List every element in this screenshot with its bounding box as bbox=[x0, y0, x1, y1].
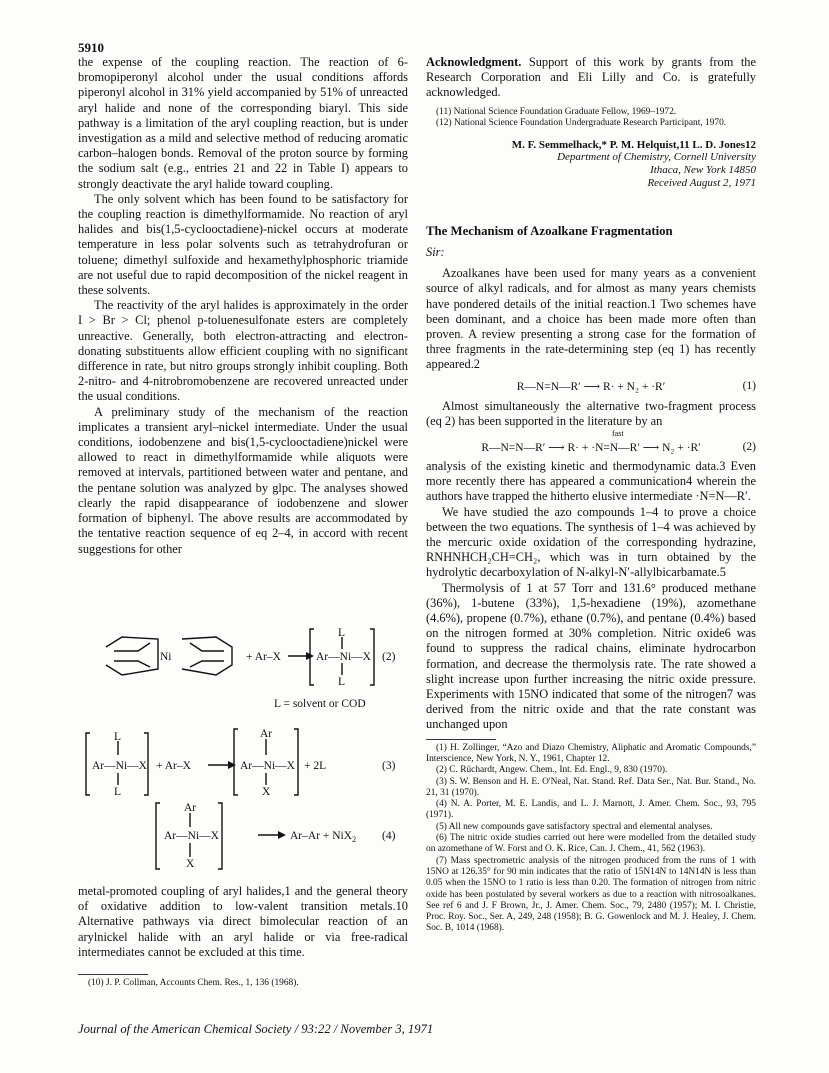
affiliation-2: Ithaca, New York 14850 bbox=[650, 164, 756, 177]
acknowledgment bbox=[426, 55, 756, 101]
scheme-x-bottom-3: X bbox=[262, 786, 271, 798]
scheme-eq4-num: (4) bbox=[382, 830, 396, 842]
affiliation-1: Department of Chemistry, Cornell University bbox=[557, 151, 756, 164]
left-paragraph-4: A preliminary study of the mechanism of the reaction implicates a transient aryl–nickel intermediate. Under the usual conditions, iodobenzene and bis(1,5-cyclooctadiene)nickel were allowed to react in dimethylformamide while aliquots were removed at intervals, partitioned between water and pentane, and the pentane solution was analyzed by glpc. The analyses showed clearly the rapid disappearance of iodobenzene and slower formation of biphenyl. The above results are accommodated by the tentative reaction sequence of eq 2–4, in accord with recent suggestions for other bbox=[78, 404, 408, 556]
scheme-x-bottom-4: X bbox=[186, 858, 195, 870]
right-paragraph-4: We have studied the azo compounds 1–4 to prove a choice between the two equations. The synthesis of 1–4 was achieved by the mercuric oxide oxidation of the corresponding hydrazine, RNHNHCH₂CH=CH₂, which was in turn obtained by the hydrolytic decarboxylation of N-alkyl-N′-allylbicarbamate.5 bbox=[426, 504, 756, 580]
scheme-eq2-num: (2) bbox=[382, 651, 396, 663]
scheme-eq3-num: (3) bbox=[382, 760, 396, 772]
equation-2-text: R—N=N—R′ ⟶ R· + ·N=N—R′ ⟶ N₂ + ·R′ bbox=[481, 442, 701, 455]
scheme-ar-ni-x-2: Ar—Ni—X bbox=[92, 760, 147, 772]
cod-ligand-left bbox=[106, 637, 158, 675]
scheme-plus-2l: + 2L bbox=[304, 760, 327, 772]
right-paragraph-1: Azoalkanes have been used for many years as a convenient source of alkyl radicals, and for almost as many years chemists have pondered details of the initial reaction.1 Two schemes have been dominant, and a choice has been made more often than proven. A review presenting a strong case for the formation of three fragments in the rate-determining step (eq 1) has recently appeared.2 bbox=[426, 266, 756, 372]
left-paragraph-2: The only solvent which has been found to be satisfactory for the coupling reaction is dimethylformamide. No reaction of aryl halides and bis(1,5-cyclooctadiene)-nickel occurs at moderate temperature in less polar solvents such as tetrahydrofuran or toluene; dimethyl sulfoxide and hexamethylphosphoric triamide are not useful due to rapid decomposition of the nickel reagent in these solvents. bbox=[78, 191, 408, 298]
scheme-ar-ni-x-3: Ar—Ni—X bbox=[240, 760, 295, 772]
left-column-bottom bbox=[78, 884, 408, 989]
footnote-5: (5) All new compounds gave satisfactory spectral and elemental analyses. bbox=[436, 821, 713, 832]
received-date: Received August 2, 1971 bbox=[647, 177, 756, 190]
left-column bbox=[78, 55, 408, 557]
right-column bbox=[426, 55, 756, 935]
cod-ligand-right bbox=[182, 637, 232, 675]
scheme-plus-arx-1: + Ar–X bbox=[246, 651, 281, 663]
footnote-11: (11) National Science Foundation Graduate Fellow, 1969–1972. bbox=[436, 106, 677, 117]
scheme-products: Ar–Ar + NiX$_2$ bbox=[290, 830, 357, 844]
equation-2 bbox=[426, 429, 756, 459]
footnote-2: (2) C. Rüchardt, Angew. Chem., Int. Ed. Engl., 9, 830 (1970). bbox=[436, 765, 668, 776]
right-paragraph-5: Thermolysis of 1 at 57 Torr and 131.6° produced methane (36%), 1-butene (33%), 1,5-hexadiene (19%), azomethane (4.6%), propene (0.7%), ethane (0.7%), and pentane (0.4%) based on the nitrogen formed at 30% completion. Nitric oxide6 was found to suppress the radical chains, eliminate hydrocarbon formation, and decrease the thermolysis rate. The rate showed a slight increase upon further increasing the nitric oxide pressure. Experiments with 15NO indicated that some of the nitrogen7 was derived from the nitric oxide and that the rate constant was unchanged upon bbox=[426, 580, 756, 732]
scheme-ar-top-4: Ar bbox=[184, 802, 197, 814]
equation-1-number: (1) bbox=[742, 379, 756, 392]
equation-1 bbox=[426, 373, 756, 399]
left-paragraph-after-scheme: metal-promoted coupling of aryl halides,1 and the general theory of oxidative addition to low-valent transition metals.10 Alternative pathways via direct bimolecular reaction of an arylnickel halide with an aryl halide or via free-radical intermediates cannot be excluded at this time. bbox=[78, 884, 408, 959]
equation-2-fast-label: fast bbox=[612, 429, 624, 439]
article-title: The Mechanism of Azoalkane Fragmentation bbox=[426, 224, 673, 239]
footnote-6: (6) The nitric oxide studies carried out here were modelled from the detailed study on azomethane of W. Forst and O. K. Rice, Can. J. Chem., 41, 562 (1963). bbox=[426, 833, 756, 855]
equation-2-number: (2) bbox=[742, 441, 756, 454]
left-footnote-10: (10) J. P. Collman, Accounts Chem. Res., 1, 136 (1968). bbox=[88, 978, 299, 989]
scheme-l-bottom-2: L bbox=[114, 786, 122, 798]
right-footnote-rule bbox=[426, 739, 496, 740]
acknowledgment-text: Support of this work by grants from the Research Corporation and Eli Lilly and Co. is gratefully acknowledged. bbox=[426, 55, 756, 100]
author-line: M. F. Semmelhack,* P. M. Helquist,11 L. D. Jones12 bbox=[511, 139, 756, 152]
salutation: Sir: bbox=[426, 245, 445, 260]
scheme-l-top-1: L bbox=[338, 627, 346, 639]
equation-1-text: R—N=N—R′ ⟶ R· + N₂ + ·R′ bbox=[516, 380, 666, 393]
scheme-l-bottom-1: L bbox=[338, 676, 346, 688]
scheme-l-top-2: L bbox=[114, 731, 122, 743]
reaction-scheme bbox=[78, 625, 408, 880]
scheme-ni: Ni bbox=[160, 651, 172, 663]
left-paragraph-3: The reactivity of the aryl halides is approximately in the order I > Br > Cl; phenol p-toluenesulfonate esters are completely unreactive. Generally, both electron-attracting and electron-donating substituents allow efficient coupling with no significant difference in rate, but nitro groups strongly inhibit coupling. Both 2-nitro- and 4-nitrobromobenzene are recovered unreacted under the usual conditions. bbox=[78, 298, 408, 404]
journal-footer: Journal of the American Chemical Society / 93:22 / November 3, 1971 bbox=[78, 1022, 434, 1036]
scheme-ar-ni-x-4: Ar—Ni—X bbox=[164, 830, 219, 842]
acknowledgment-heading: Acknowledgment. bbox=[426, 55, 522, 69]
footnote-3: (3) S. W. Benson and H. E. O'Neal, Nat. Stand. Ref. Data Ser., Nat. Bur. Stand., No. 21, 31 (1970). bbox=[426, 776, 756, 798]
page-number: 5910 bbox=[78, 40, 104, 55]
footnote-12: (12) National Science Foundation Undergraduate Research Participant, 1970. bbox=[436, 117, 727, 128]
footnote-4: (4) N. A. Porter, M. E. Landis, and L. J. Marnott, J. Amer. Chem. Soc., 93, 795 (1971). bbox=[426, 799, 756, 821]
left-footnote-rule bbox=[78, 974, 148, 975]
scheme-ar-ni-x-1: Ar—Ni—X bbox=[316, 651, 371, 663]
right-paragraph-3: analysis of the existing kinetic and thermodynamic data.3 Even more recently there has appeared a communication4 wherein the authors have trapped the hitherto elusive intermediate ·N=N—R′. bbox=[426, 459, 756, 504]
scheme-l-def: L = solvent or COD bbox=[274, 698, 366, 710]
scheme-ar-top-3: Ar bbox=[260, 728, 273, 740]
scheme-plus-arx-2: + Ar–X bbox=[156, 760, 191, 772]
left-paragraph-1: the expense of the coupling reaction. The reaction of 6-bromopiperonyl alcohol under the usual conditions affords piperonyl alcohol in 31% yield accompanied by 51% of unreacted aryl halide and none of the corresponding biaryl. This side pathway is a limitation of the aryl coupling reaction, but is under investigation as a mild and selective method of reducing aromatic carbon–halogen bonds. Removal of the proton source by forming the sodium salt (e.g., entries 21 and 22 in Table I) appears to strongly deactivate the aryl halide toward coupling. bbox=[78, 55, 408, 191]
footnote-7: (7) Mass spectrometric analysis of the nitrogen produced from the runs of 1 with 15NO at 126.35° for 90 min indicates that the ratio of 15N14N to 14N14N is less than 0.05 when the 15NO to 1 ratio is less than 0.20. The formation of nitrogen from nitric oxide has been postulated by several workers as due to a reaction with nitrosoalkanes. See ref 6 and J. F Brown, Jr., J. Amer. Chem. Soc., 79, 2480 (1957); M. I. Christie, Proc. Roy. Soc., Ser. A, 249, 248 (1958); B. G. Gowenlock and M. J. Healey, J. Chem. Soc. B, 1014 (1968). bbox=[426, 855, 756, 934]
right-paragraph-2: Almost simultaneously the alternative two-fragment process (eq 2) has been supported in the literature by an bbox=[426, 398, 756, 428]
footnote-1: (1) H. Zollinger, “Azo and Diazo Chemistry, Aliphatic and Aromatic Compounds,” Interscience, New York, N. Y., 1961, Chapter 12. bbox=[426, 742, 756, 764]
